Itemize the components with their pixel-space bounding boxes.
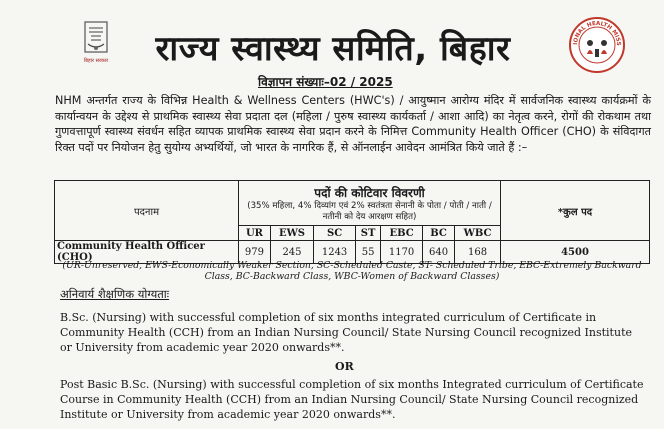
category-cell: UR (239, 226, 271, 241)
value-cell: 55 (356, 241, 381, 264)
category-cell: ST (356, 226, 381, 241)
value-cell: 1170 (381, 241, 423, 264)
value-cell: 168 (455, 241, 501, 264)
value-cell: 245 (270, 241, 313, 264)
post-column-header: पदनाम (55, 181, 239, 241)
page-title: राज्य स्वास्थ्य समिति, बिहार (155, 29, 511, 69)
bihar-emblem (79, 20, 113, 66)
category-abbreviation-note: (UR-Unreserved, EWS-Economically Weaker Section, SC-Scheduled Caste, ST- Scheduled Tribe, EBC-Extremely Backward Class, BC-Backward Class, WBC-Women of Backward Classes) (62, 260, 642, 282)
nhm-logo-text: IONAL HEALTH MISS (572, 20, 622, 46)
total-column-header (501, 181, 650, 241)
category-cell: BC (423, 226, 455, 241)
value-cell: 640 (423, 241, 455, 264)
value-cell: 1243 (314, 241, 356, 264)
post-name-cell: Community Health Officer (CHO) (55, 241, 239, 264)
qualification-paragraph-1: B.Sc. (Nursing) with successful completion of six months integrated curriculum of Certificate in Community Health (CCH) from an Indian Nursing Council/ State Nursing Council recognized Institute or University from academic year 2020 onwards**. (60, 311, 632, 354)
distribution-subtitle: (35% महिला, 4% दिव्यांग एवं 2% स्वतंत्रता सेनानी के पोता / पोती / नाती / नतीनी को देय आरक्षण सहित) (247, 200, 492, 222)
posts-table (54, 180, 650, 264)
distribution-header (239, 181, 501, 226)
distribution-title: पदों की कोटिवार विवरणी (314, 185, 425, 200)
value-cell: 979 (239, 241, 271, 264)
nhm-logo-icon (568, 16, 626, 74)
total-label: कुल पद (563, 206, 593, 218)
total-value-cell: 4500 (501, 241, 650, 264)
category-cell: WBC (455, 226, 501, 241)
category-cell: SC (314, 226, 356, 241)
or-separator: OR (335, 360, 354, 373)
emblem-caption: बिहार सरकार (83, 58, 109, 64)
category-cell: EWS (270, 226, 313, 241)
qualification-paragraph-2: Post Basic B.Sc. (Nursing) with successful completion of six months Integrated curriculum of Certificate Course in Community Health (CCH) from an Indian Nursing Council/ State Nursing Council recognized Institute or University from academic year 2020 onwards**. (60, 378, 644, 421)
bihar-emblem-icon (79, 20, 113, 58)
intro-paragraph: NHM अन्तर्गत राज्य के विभिन्न Health & Wellness Centers (HWC's) / आयुष्मान आरोग्य मंदिर में सार्वजनिक स्वास्थ्य कार्यक्रमों के कार्यान्वयन के उद्देश्य से प्राथमिक स्वास्थ्य सेवा प्रदाता दल (महिला / पुरुष स्वास्थ्य कार्यकर्ता / आशा आदि) का नेतृत्व करने, रोगों की रोकथाम तथा गुणवत्तापूर्ण स्वास्थ्य संवर्धन सहित व्यापक प्राथमिक स्वास्थ्य सेवा प्रदान करने के निमित्त Community Health Officer (CHO) के संविदागत रिक्त पदों पर नियोजन हेतु सुयोग्य अभ्यर्थियों, जो भारत के नागरिक हैं, से ऑनलाईन आवेदन आमंत्रित किये जाते हैं :– (55, 94, 651, 154)
total-asterisk: * (557, 206, 564, 218)
advertisement-number: विज्ञापन संख्याः–02 / 2025 (258, 75, 393, 89)
nhm-logo (568, 16, 626, 74)
qualification-heading: अनिवार्य शैक्षणिक योग्यताः (60, 287, 170, 301)
category-cell: EBC (381, 226, 423, 241)
